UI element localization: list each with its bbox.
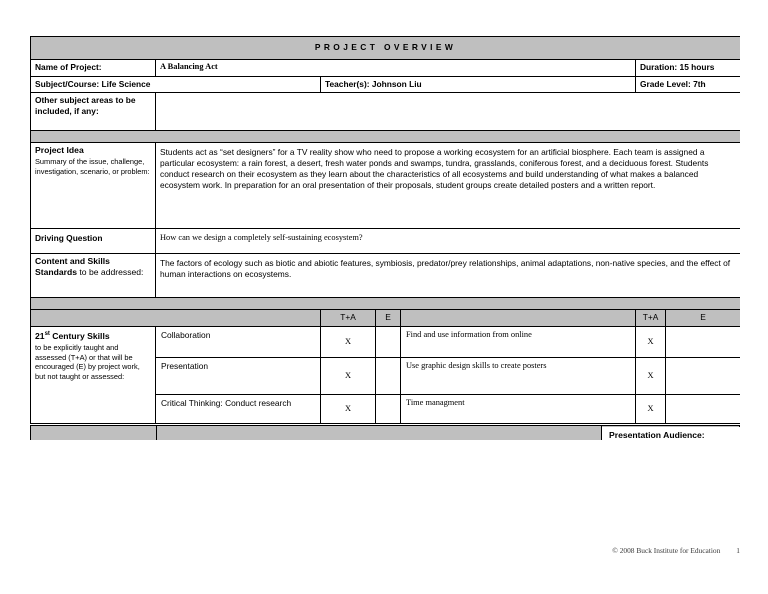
century-skills-label-cell — [31, 327, 156, 424]
other-subjects-label: Other subject areas to be included, if any: — [31, 93, 156, 131]
content-standards-label-suffix: to be addressed: — [77, 267, 144, 278]
skills-header-ta-right: T+A — [636, 310, 666, 327]
skill-right-0-e[interactable] — [666, 327, 741, 358]
teachers-field[interactable]: Teacher(s): Johnson Liu — [321, 76, 636, 93]
skill-right-1-e[interactable] — [666, 358, 741, 395]
skills-header-e-left: E — [376, 310, 401, 327]
duration-field[interactable]: Duration: 15 hours — [636, 59, 741, 76]
page-footer — [0, 546, 740, 555]
century-skills-label-number: 21 — [35, 331, 45, 341]
project-idea-label: Project Idea — [35, 145, 84, 156]
project-name-row — [31, 59, 741, 76]
band-divider-left — [156, 426, 157, 440]
skill-left-2-ta[interactable]: X — [321, 395, 376, 424]
other-subjects-row — [31, 93, 741, 131]
skill-left-2[interactable]: Critical Thinking: Conduct research — [156, 395, 321, 424]
skill-right-2-ta[interactable]: X — [636, 395, 666, 424]
project-idea-sublabel: Summary of the issue, challenge, investigation, scenario, or problem: — [35, 157, 150, 176]
skill-right-1-ta[interactable]: X — [636, 358, 666, 395]
skill-left-1[interactable]: Presentation — [156, 358, 321, 395]
century-skills-label-rest: Century Skills — [49, 331, 110, 341]
project-overview-form — [30, 36, 740, 440]
skill-right-0-ta[interactable]: X — [636, 327, 666, 358]
page-title: PROJECT OVERVIEW — [31, 37, 741, 60]
skill-left-0[interactable]: Collaboration — [156, 327, 321, 358]
name-of-project-value[interactable]: A Balancing Act — [156, 59, 636, 76]
driving-question-label: Driving Question — [31, 229, 156, 254]
skill-left-1-ta[interactable]: X — [321, 358, 376, 395]
century-skills-sublabel: to be explicitly taught and assessed (T+A) or that will be encouraged (E) by project work, but not taught or assessed: — [35, 343, 140, 381]
skills-header-blank-right — [401, 310, 636, 327]
presentation-audience-band-inner — [30, 425, 740, 440]
project-idea-text[interactable]: Students act as “set designers” for a TV reality show who need to propose a working ecosystem for an artificial biosphere. Each team is assigned a particular ecosystem: a rain forest, a desert, fresh water ponds and swamps, tundra, grasslands, coniferous forest, and a deciduous forest. Students conduct research on their ecosystem as they learn about the characteristics of all ecosystems and build understanding of what makes a balanced ecosystem work. In preparation for an oral presentation of their proposals, student groups create detailed posters and a written report. — [156, 143, 741, 229]
century-skills-label — [35, 331, 110, 341]
skill-left-1-e[interactable] — [376, 358, 401, 395]
footer-page-number: 1 — [736, 546, 740, 555]
skills-header-blank-left — [31, 310, 321, 327]
skill-left-2-e[interactable] — [376, 395, 401, 424]
driving-question-text[interactable]: How can we design a completely self-sustaining ecosystem? — [156, 229, 741, 254]
skill-right-0[interactable]: Find and use information from online — [401, 327, 636, 358]
band-spacer-2 — [31, 298, 741, 310]
footer-copyright: © 2008 Buck Institute for Education — [612, 546, 721, 555]
presentation-audience-label: Presentation Audience: — [609, 430, 705, 440]
skill-left-0-ta[interactable]: X — [321, 327, 376, 358]
skills-row — [31, 327, 741, 358]
skills-header-row — [31, 310, 741, 327]
skill-right-2[interactable]: Time managment — [401, 395, 636, 424]
content-standards-text[interactable]: The factors of ecology such as biotic and abiotic features, symbiosis, predator/prey relationships, animal adaptations, non-native species, and the effect of human interactions on ecosystems. — [156, 254, 741, 298]
name-of-project-label: Name of Project: — [31, 59, 156, 76]
title-row — [31, 37, 741, 60]
skill-right-1[interactable]: Use graphic design skills to create posters — [401, 358, 636, 395]
presentation-audience-band — [30, 425, 740, 440]
skills-header-e-right: E — [666, 310, 741, 327]
subject-row — [31, 76, 741, 93]
century-skills-label-ordinal: st — [44, 331, 50, 338]
project-overview-table — [30, 36, 740, 424]
content-standards-label-cell — [31, 254, 156, 298]
content-standards-row — [31, 254, 741, 298]
skill-left-0-e[interactable] — [376, 327, 401, 358]
grade-level-field[interactable]: Grade Level: 7th — [636, 76, 741, 93]
band-spacer-1 — [31, 131, 741, 143]
project-idea-row — [31, 143, 741, 229]
gray-band-2 — [31, 298, 741, 310]
skill-right-2-e[interactable] — [666, 395, 741, 424]
gray-band — [31, 131, 741, 143]
other-subjects-value[interactable] — [156, 93, 741, 131]
content-standards-label: Content and Skills Standards — [35, 256, 110, 278]
subject-course-field[interactable]: Subject/Course: Life Science — [31, 76, 321, 93]
skills-header-ta-left: T+A — [321, 310, 376, 327]
driving-question-row — [31, 229, 741, 254]
project-idea-label-cell — [31, 143, 156, 229]
